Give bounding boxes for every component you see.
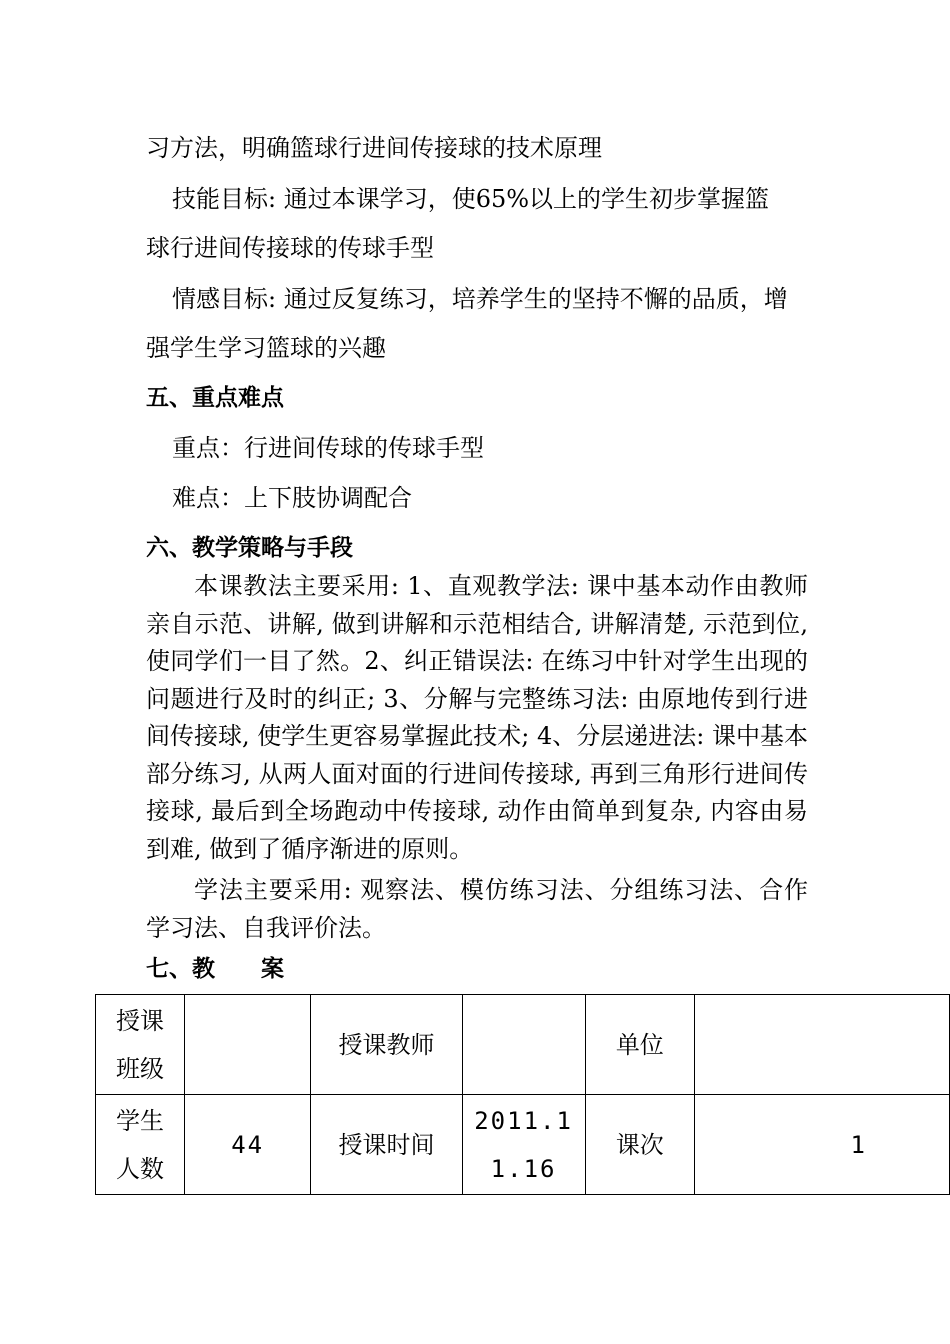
skill-goal-line1: 技能目标: 通过本课学习，使65%以上的学生初步掌握篮	[172, 185, 770, 213]
class-label: 授课班级	[116, 1006, 165, 1083]
teaching-methods-paragraph: 本课教法主要采用: 1、直观教学法: 课中基本动作由教师亲自示范、讲解, 做到讲解和示范相结合, 讲解清楚, 示范到位, 使同学们一目了然。2、纠正错误法: 在练习中针对学生出现的问题进行及时的纠正; 3、分解与完整练习法: 由原地传到行进间传接球, 使学生更容易掌握此技术; 4、分层递进法: 课中基本部分练习, 从两人面对面的行进间传接球, 再到三角形行进间传接球, 最后到全场跑动中传接球, 动作由简单到复杂, 内容由易到难, 做到了循序渐进的原则。	[146, 572, 808, 863]
time-value-cell	[462, 1095, 585, 1195]
knowledge-goal-continuation: 习方法，明确篮球行进间传接球的技术原理	[146, 134, 602, 162]
time-value: 2011.11.16	[474, 1106, 573, 1183]
section5-heading: 五、重点难点	[146, 385, 284, 411]
students-label-cell	[96, 1095, 185, 1195]
teacher-value-cell	[462, 995, 585, 1095]
unit-value-cell	[695, 995, 950, 1095]
emotion-goal-line1: 情感目标: 通过反复练习，培养学生的坚持不懈的品质，增	[172, 285, 788, 313]
skill-goal-line2: 球行进间传接球的传球手型	[146, 234, 434, 262]
teacher-label-cell: 授课教师	[311, 995, 462, 1095]
time-label-cell: 授课时间	[311, 1095, 462, 1195]
lesson-plan-table	[95, 994, 950, 1195]
table-row	[96, 995, 950, 1095]
table-row	[96, 1095, 950, 1195]
learning-methods-paragraph: 学法主要采用: 观察法、模仿练习法、分组练习法、合作学习法、自我评价法。	[146, 876, 808, 942]
class-value-cell	[185, 995, 311, 1095]
session-label-cell: 课次	[585, 1095, 695, 1195]
section6-heading: 六、教学策略与手段	[146, 535, 353, 561]
unit-label-cell: 单位	[585, 995, 695, 1095]
difficulty-point: 难点：上下肢协调配合	[172, 484, 412, 512]
session-value-cell: 1	[695, 1095, 950, 1195]
section7-heading: 七、教 案	[146, 956, 284, 982]
class-label-cell	[96, 995, 185, 1095]
students-label: 学生人数	[116, 1106, 165, 1183]
key-point: 重点：行进间传球的传球手型	[172, 434, 484, 462]
students-value-cell: 44	[185, 1095, 311, 1195]
emotion-goal-line2: 强学生学习篮球的兴趣	[146, 334, 386, 362]
